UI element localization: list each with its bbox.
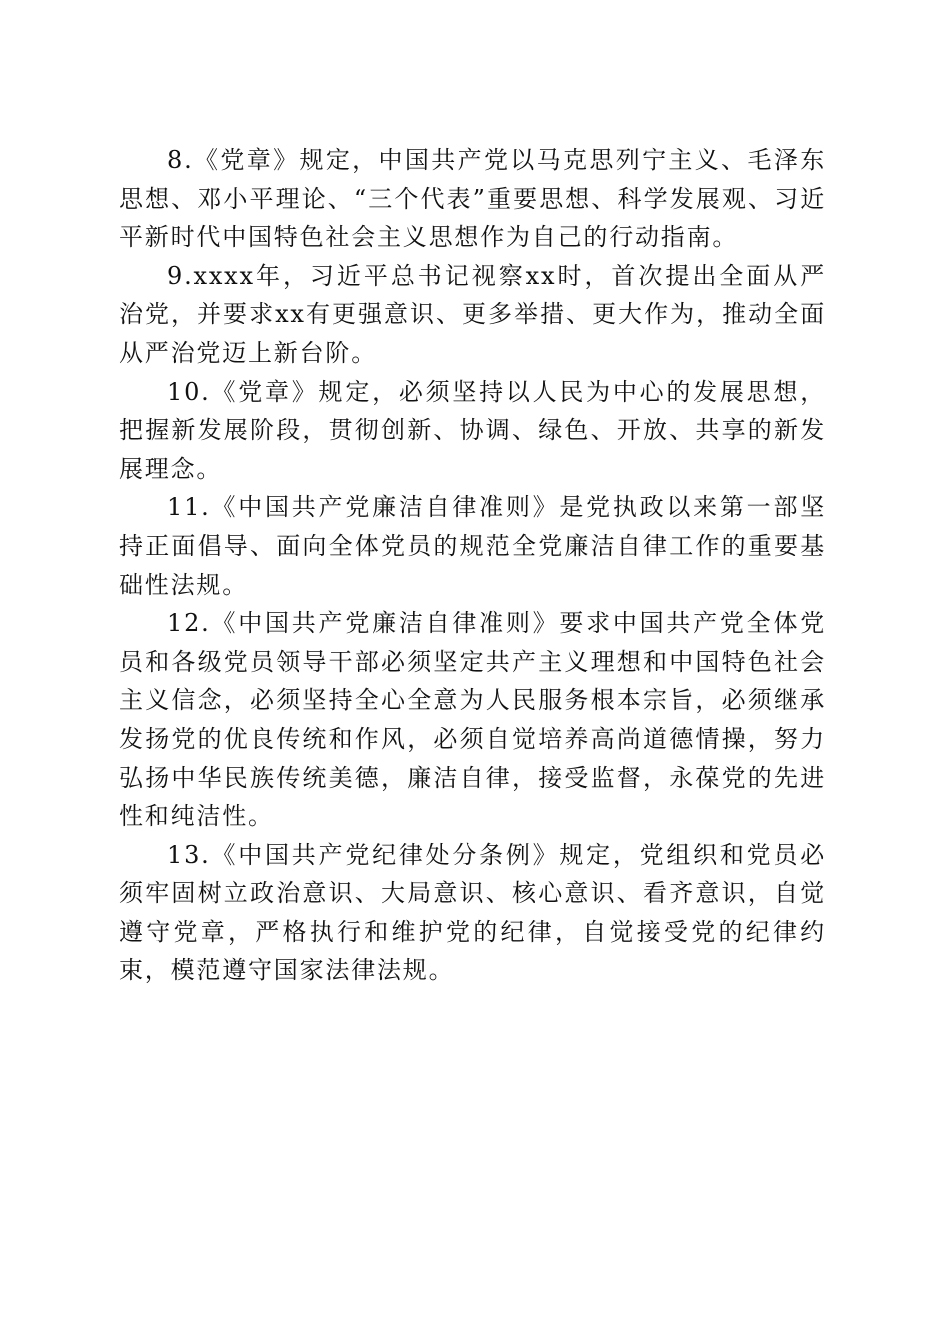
paragraph-item-9: 9.xxxx年，习近平总书记视察xx时，首次提出全面从严治党，并要求xx有更强意识、更多举措、更大作为，推动全面从严治党迈上新台阶。 bbox=[119, 261, 826, 367]
paragraph-item-12: 12.《中国共产党廉洁自律准则》要求中国共产党全体党员和各级党员领导干部必须坚定共产主义理想和中国特色社会主义信念，必须坚持全心全意为人民服务根本宗旨，必须继承发扬党的优良传统和作风，必须自觉培养高尚道德情操，努力弘扬中华民族传统美德，廉洁自律，接受监督，永葆党的先进性和纯洁性。 bbox=[119, 609, 826, 831]
paragraph-item-10: 10.《党章》规定，必须坚持以人民为中心的发展思想，把握新发展阶段，贯彻创新、协调、绿色、开放、共享的新发展理念。 bbox=[119, 377, 826, 483]
paragraph-item-13: 13.《中国共产党纪律处分条例》规定，党组织和党员必须牢固树立政治意识、大局意识、核心意识、看齐意识，自觉遵守党章，严格执行和维护党的纪律，自觉接受党的纪律约束，模范遵守国家法律法规。 bbox=[119, 840, 826, 985]
paragraph-item-8: 8.《党章》规定，中国共产党以马克思列宁主义、毛泽东思想、邓小平理论、“三个代表”重要思想、科学发展观、习近平新时代中国特色社会主义思想作为自己的行动指南。 bbox=[119, 146, 826, 252]
document-body bbox=[119, 141, 826, 990]
paragraph-item-11: 11.《中国共产党廉洁自律准则》是党执政以来第一部坚持正面倡导、面向全体党员的规范全党廉洁自律工作的重要基础性法规。 bbox=[119, 493, 826, 599]
